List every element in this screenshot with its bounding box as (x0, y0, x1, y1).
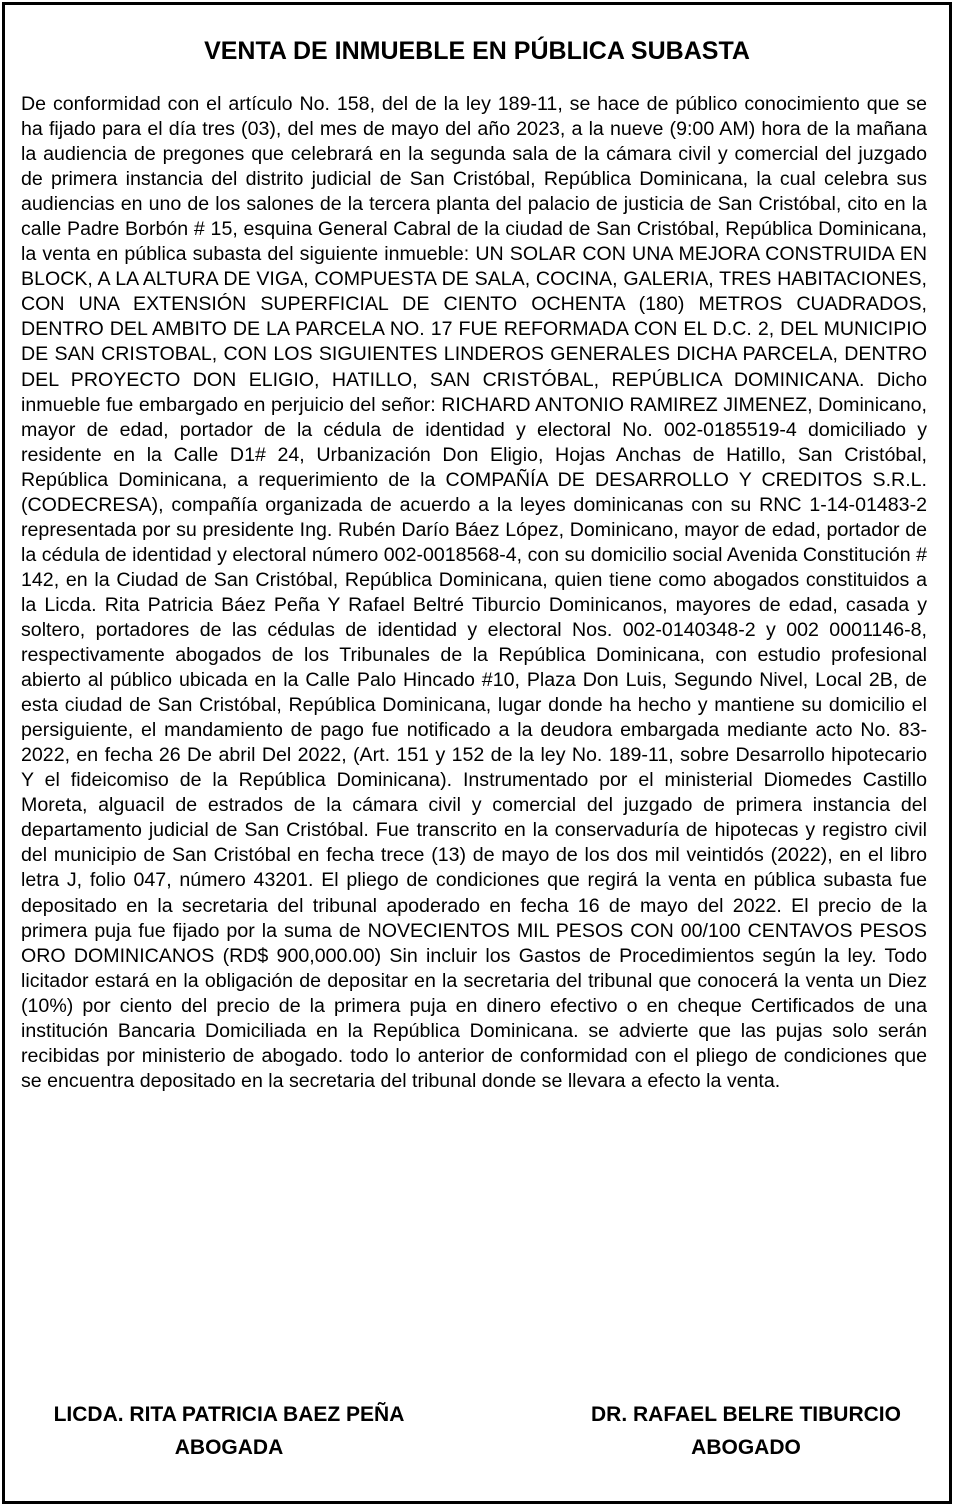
signature-block-right (530, 1398, 954, 1464)
signatory-name: LICDA. RITA PATRICIA BAEZ PEÑA (53, 1403, 405, 1426)
notice-body: De conformidad con el artículo No. 158, del de la ley 189-11, se hace de público conocimiento que se ha fijado para el día tres (03), del mes de mayo del año 2023, a la nueve (9:00 AM) hora de la mañana la audiencia de pregones que celebrará en la segunda sala de la cámara civil y comercial del juzgado de primera instancia del distrito judicial de San Cristóbal, República Dominicana, la cual celebra sus audiencias en uno de los salones de la tercera planta del palacio de justicia de San Cristóbal, cito en la calle Padre Borbón # 15, esquina General Cabral de la ciudad de San Cristóbal, República Dominicana, la venta en pública subasta del siguiente inmueble: UN SOLAR CON UNA MEJORA CONSTRUIDA EN BLOCK, A LA ALTURA DE VIGA, COMPUESTA DE SALA, COCINA, GALERIA, TRES HABITACIONES, CON UNA EXTENSIÓN SUPERFICIAL DE CIENTO OCHENTA (180) METROS CUADRADOS, DENTRO DEL AMBITO DE LA PARCELA NO. 17 FUE REFORMADA CON EL D.C. 2, DEL MUNICIPIO DE SAN CRISTOBAL, CON LOS SIGUIENTES LINDEROS GENERALES DICHA PARCELA, DENTRO DEL PROYECTO DON ELIGIO, HATILLO, SAN CRISTÓBAL, REPÚBLICA DOMINICANA. Dicho inmueble fue embargado en perjuicio del señor: RICHARD ANTONIO RAMIREZ JIMENEZ, Dominicano, mayor de edad, portador de la cédula de identidad y electoral No. 002-0185519-4 domiciliado y residente en la Calle D1# 24, Urbanización Don Eligio, Hojas Anchas de Hatillo, San Cristóbal, República Dominicana, a requerimiento de la COMPAÑÍA DE DESARROLLO Y CREDITOS S.R.L. (CODECRESA), compañía organizada de acuerdo a la leyes dominicanas con su RNC 1-14-01483-2 representada por su presidente Ing. Rubén Darío Báez López, Dominicano, mayor de edad, portador de la cédula de identidad y electoral número 002-0018568-4, con su domicilio social Avenida Constitución # 142, en la Ciudad de San Cristóbal, República Dominicana, quien tiene como abogados constituidos a la Licda. Rita Patricia Báez Peña Y Rafael Beltré Tiburcio Dominicanos, mayores de edad, casada y soltero, portadores de las cédulas de identidad y electoral Nos. 002-0140348-2 y 002 0001146-8, respectivamente abogados de los Tribunales de la República Dominicana, con estudio profesional abierto al público ubicada en la Calle Palo Hincado #10, Plaza Don Luis, Segundo Nivel, Local 2B, de esta ciudad de San Cristóbal, República Dominicana, lugar donde ha hecho y mantiene su domicilio el persiguiente, el mandamiento de pago fue notificado a la deudora embargada mediante acto No. 83-2022, en fecha 26 De abril Del 2022, (Art. 151 y 152 de la ley No. 189-11, sobre Desarrollo hipotecario Y el fideicomiso de la República Dominicana). Instrumentado por el ministerial Diomedes Castillo Moreta, alguacil de estrados de la cámara civil y comercial del juzgado de primera instancia del departamento judicial de San Cristóbal. Fue transcrito en la conservaduría de hipotecas y registro civil del municipio de San Cristóbal en fecha trece (13) de mayo de los dos mil veintidós (2022), en el libro letra J, folio 047, número 43201. El pliego de condiciones que regirá la venta en pública subasta fue depositado en la secretaria del tribunal apoderado en fecha 16 de mayo del 2022. El precio de la primera puja fue fijado por la suma de NOVECIENTOS MIL PESOS CON 00/100 CENTAVOS PESOS ORO DOMINICANOS (RD$ 900,000.00) Sin incluir los Gastos de Procedimientos según la ley. Todo licitador estará en la obligación de depositar en la secretaria del tribunal que conocerá la venta un Diez (10%) por ciento del precio de la primera puja en dinero efectivo o en cheque Certificados de una institución Bancaria Domiciliada en la República Dominicana. se advierte que las pujas solo serán recibidas por ministerio de abogado. todo lo anterior de conformidad con el pliego de condiciones que se encuentra depositado en la secretaria del tribunal donde se llevara a efecto la venta. (21, 93, 927, 1092)
notice-title: VENTA DE INMUEBLE EN PÚBLICA SUBASTA (204, 37, 750, 65)
signatory-role: ABOGADA (174, 1436, 284, 1459)
signatory-role: ABOGADO (691, 1436, 801, 1459)
signature-block-left (14, 1398, 444, 1464)
signatory-name: DR. RAFAEL BELRE TIBURCIO (591, 1403, 901, 1426)
